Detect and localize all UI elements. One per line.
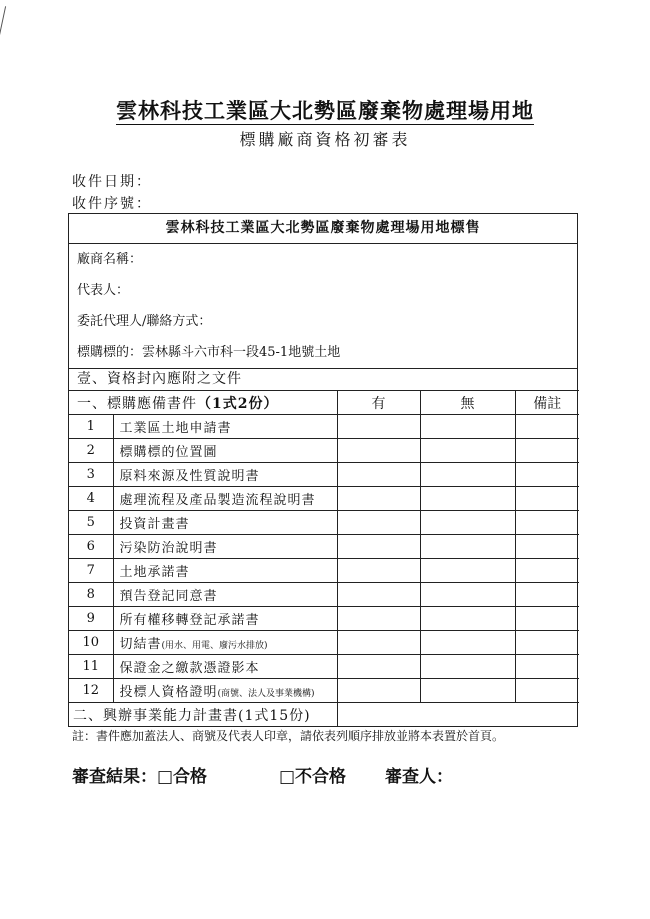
item-name: [113, 559, 337, 583]
item-note: (商號、法人及事業機構): [217, 689, 315, 699]
table-row: [69, 655, 579, 679]
item-name-text: 所有權移轉登記承諾書: [119, 613, 260, 628]
table-row: [69, 463, 579, 487]
item-number: 6: [69, 535, 113, 559]
footnote: 註：書件應加蓋法人、商號及代表人印章，請依表列順序排放並將本表置於首頁。: [72, 729, 505, 743]
checklist-title: [69, 391, 337, 415]
table-row: [69, 607, 579, 631]
table-row: [69, 439, 579, 463]
item-number: 1: [69, 415, 113, 439]
item-name-text: 投資計畫書: [119, 517, 190, 532]
item-name: [113, 583, 337, 607]
section-1-heading: 壹、資格封內應附之文件: [69, 368, 577, 390]
vendor-name-field: 廠商名稱：: [77, 252, 143, 267]
checklist-title-prefix: 一、標購應備書件: [77, 395, 197, 412]
none-cell: [420, 583, 515, 607]
have-cell: [337, 535, 420, 559]
receipt-number-label: 收件序號：: [72, 196, 152, 212]
item-number: 11: [69, 655, 113, 679]
target-property-field: 標購標的：雲林縣斗六市科一段45-1地號土地: [77, 345, 341, 360]
remarks-cell: [515, 439, 579, 463]
pass-checkbox-label: □合格: [157, 767, 208, 787]
section-2-heading: 二、興辦事業能力計畫書(1式15份): [69, 703, 337, 727]
table-row: [69, 583, 579, 607]
item-name-text: 預告登記同意書: [119, 589, 218, 604]
receipt-date-label: 收件日期：: [72, 174, 152, 190]
scan-mark: [0, 6, 6, 36]
none-cell: [420, 439, 515, 463]
page-title-text: 雲林科技工業區大北勢區廢棄物處理場用地: [116, 98, 534, 123]
none-cell: [420, 535, 515, 559]
remarks-cell: [515, 535, 579, 559]
reviewer-label: 審查人：: [385, 767, 453, 787]
section-2-blank: [337, 703, 579, 727]
item-name-text: 切結書: [119, 637, 162, 652]
none-cell: [420, 679, 515, 703]
remarks-cell: [515, 487, 579, 511]
item-number: 10: [69, 631, 113, 655]
table-row: [69, 511, 579, 535]
have-cell: [337, 559, 420, 583]
none-cell: [420, 655, 515, 679]
section-2-row: [69, 703, 579, 727]
have-cell: [337, 583, 420, 607]
none-cell: [420, 631, 515, 655]
page-title: [0, 95, 650, 125]
table-row: [69, 415, 579, 439]
item-name: [113, 535, 337, 559]
review-result-pass: [72, 762, 207, 787]
have-cell: [337, 631, 420, 655]
item-number: 2: [69, 439, 113, 463]
have-cell: [337, 679, 420, 703]
have-cell: [337, 439, 420, 463]
review-form: [68, 213, 578, 727]
item-name-text: 投標人資格證明: [119, 685, 218, 700]
page-subtitle: 標購廠商資格初審表: [239, 130, 411, 149]
item-name: [113, 655, 337, 679]
item-note: (用水、用電、廢污水排放): [161, 641, 268, 651]
have-cell: [337, 655, 420, 679]
checklist-header-row: [69, 391, 579, 415]
have-cell: [337, 415, 420, 439]
item-name: [113, 511, 337, 535]
none-cell: [420, 607, 515, 631]
item-name: [113, 607, 337, 631]
none-cell: [420, 487, 515, 511]
item-number: 12: [69, 679, 113, 703]
item-name-text: 標購標的位置圖: [119, 445, 218, 460]
item-number: 4: [69, 487, 113, 511]
none-cell: [420, 463, 515, 487]
have-cell: [337, 607, 420, 631]
review-result-label: 審查結果：: [72, 767, 157, 787]
table-row: [69, 631, 579, 655]
item-name-text: 土地承諾書: [119, 565, 190, 580]
remarks-cell: [515, 631, 579, 655]
item-name-text: 保證金之繳款憑證影本: [119, 661, 260, 676]
remarks-cell: [515, 559, 579, 583]
item-name: [113, 631, 337, 655]
item-number: 5: [69, 511, 113, 535]
column-have: 有: [337, 391, 420, 415]
table-row: [69, 559, 579, 583]
item-name-text: 原料來源及性質說明書: [119, 469, 260, 484]
item-name: [113, 463, 337, 487]
item-name-text: 處理流程及產品製造流程說明書: [119, 493, 316, 508]
table-row: [69, 679, 579, 703]
remarks-cell: [515, 511, 579, 535]
checklist-copies: （1式2份）: [197, 395, 279, 412]
column-remarks: 備註: [515, 391, 579, 415]
none-cell: [420, 559, 515, 583]
item-name: [113, 439, 337, 463]
remarks-cell: [515, 583, 579, 607]
remarks-cell: [515, 607, 579, 631]
fail-checkbox-label: □不合格: [279, 767, 347, 787]
remarks-cell: [515, 655, 579, 679]
none-cell: [420, 415, 515, 439]
item-number: 8: [69, 583, 113, 607]
item-name-text: 工業區土地申請書: [119, 421, 232, 436]
none-cell: [420, 511, 515, 535]
have-cell: [337, 463, 420, 487]
representative-field: 代表人：: [77, 283, 130, 298]
item-name-text: 污染防治說明書: [119, 541, 218, 556]
table-row: [69, 487, 579, 511]
item-number: 7: [69, 559, 113, 583]
remarks-cell: [515, 679, 579, 703]
column-none: 無: [420, 391, 515, 415]
form-header: 雲林科技工業區大北勢區廢棄物處理場用地標售: [69, 214, 577, 244]
item-number: 9: [69, 607, 113, 631]
agent-contact-field: 委託代理人/聯絡方式：: [77, 314, 212, 329]
have-cell: [337, 511, 420, 535]
have-cell: [337, 487, 420, 511]
document-checklist-table: [69, 390, 579, 726]
item-name: [113, 415, 337, 439]
remarks-cell: [515, 463, 579, 487]
remarks-cell: [515, 415, 579, 439]
item-name: [113, 679, 337, 703]
item-number: 3: [69, 463, 113, 487]
item-name: [113, 487, 337, 511]
table-row: [69, 535, 579, 559]
